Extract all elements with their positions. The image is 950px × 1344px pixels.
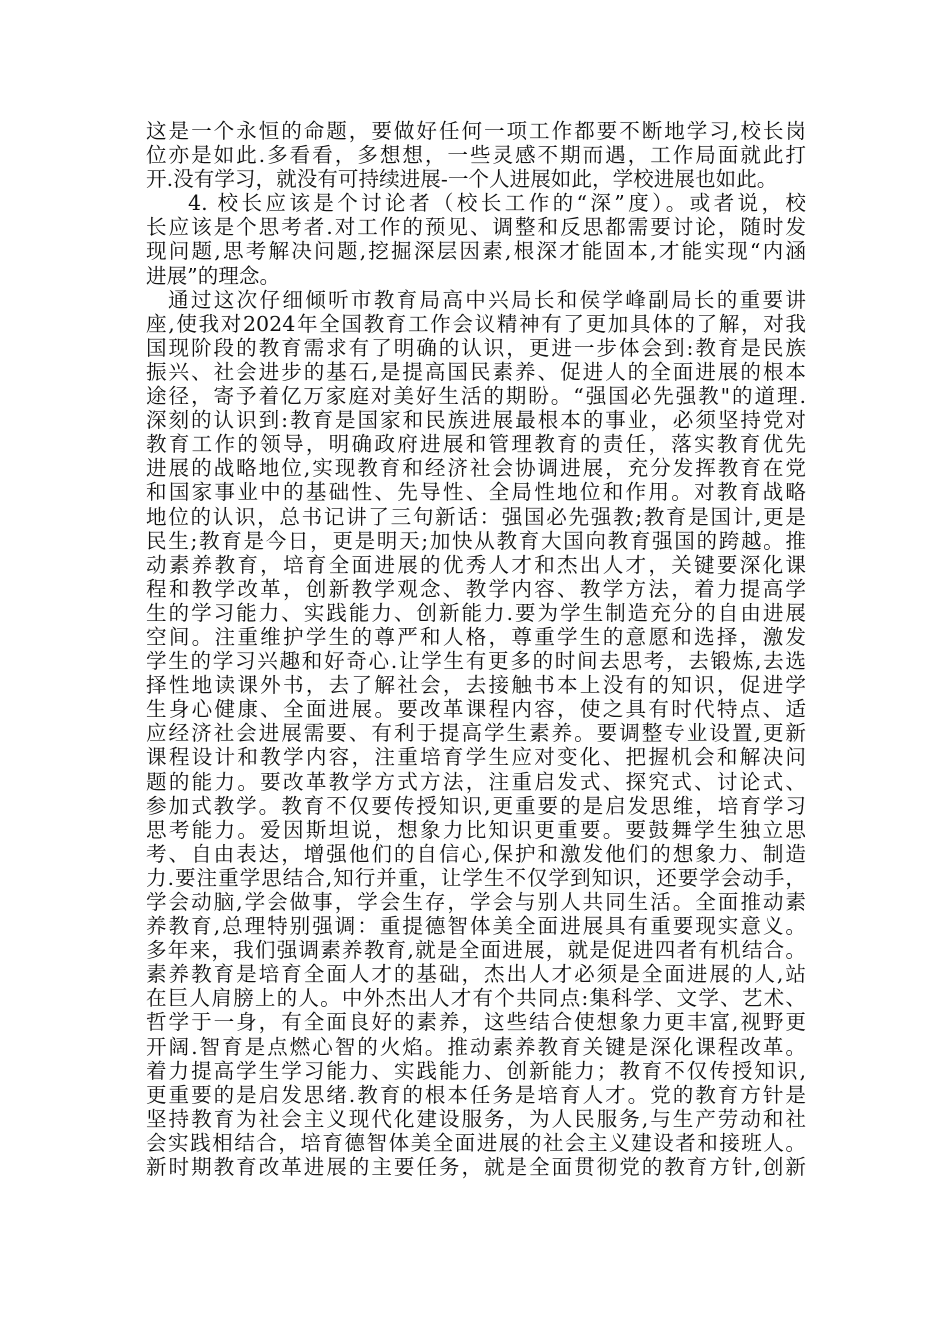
text-line: 程和教学改革，创新教学观念、教学内容、教学方法，着力提高学 bbox=[146, 576, 806, 601]
text-line: 学生的学习兴趣和好奇心.让学生有更多的时间去思考，去锻炼,去选 bbox=[146, 649, 806, 674]
text-line: 和国家事业中的基础性、先导性、全局性地位和作用。对教育战略 bbox=[146, 480, 806, 505]
text-line: 空间。注重维护学生的尊严和人格，尊重学生的意愿和选择，激发 bbox=[146, 624, 806, 649]
text-line: 更重要的是启发思绪.教育的根本任务是培育人才。党的教育方针是 bbox=[146, 1082, 806, 1107]
text-line: 振兴、社会进步的基石,是提高国民素养、促进人的全面进展的根本 bbox=[146, 359, 806, 384]
text-line: 力.要注重学思结合,知行并重，让学生不仅学到知识，还要学会动手， bbox=[146, 865, 806, 890]
text-line: 学会动脑,学会做事，学会生存，学会与别人共同生活。全面推动素 bbox=[146, 890, 806, 914]
text-line: 动素养教育，培育全面进展的优秀人才和杰出人才，关键要深化课 bbox=[146, 552, 806, 577]
text-line: 地位的认识，总书记讲了三句新话：强国必先强教;教育是国计,更是 bbox=[146, 504, 806, 529]
text-line: 途径，寄予着亿万家庭对美好生活的期盼。“强国必先强教"的道理. bbox=[146, 384, 806, 409]
text-line: 深刻的认识到:教育是国家和民族进展最根本的事业，必须坚持党对 bbox=[146, 408, 806, 433]
text-line: 新时期教育改革进展的主要任务，就是全面贯彻党的教育方针,创新 bbox=[146, 1155, 806, 1180]
text-line: 开阔.智育是点燃心智的火焰。推动素养教育关键是深化课程改革。 bbox=[146, 1034, 806, 1059]
text-line: 教育工作的领导，明确政府进展和管理教育的责任，落实教育优先 bbox=[146, 432, 806, 457]
text-line: 位亦是如此.多看看，多想想，一些灵感不期而遇，工作局面就此打 bbox=[146, 143, 806, 168]
text-line: 座,使我对2024年全国教育工作会议精神有了更加具体的了解，对我 bbox=[146, 311, 806, 336]
text-line: 多年来，我们强调素养教育,就是全面进展，就是促进四者有机结合。 bbox=[146, 938, 806, 963]
text-line: 4. 校长应该是个讨论者（校长工作的“深”度）。或者说，校 bbox=[188, 191, 806, 216]
text-line: 开.没有学习，就没有可持续进展-一个人进展如此，学校进展也如此。 bbox=[146, 167, 778, 192]
text-line: 思考能力。爱因斯坦说，想象力比知识更重要。要鼓舞学生独立思 bbox=[146, 817, 806, 842]
text-line: 现问题,思考解决问题,挖掘深层因素,根深才能固本,才能实现“内涵 bbox=[146, 239, 806, 264]
text-line: 坚持教育为社会主义现代化建设服务，为人民服务,与生产劳动和社 bbox=[146, 1106, 806, 1131]
document-body bbox=[146, 119, 806, 1179]
text-line: 哲学于一身，有全面良好的素养，这些结合使想象力更丰富,视野更 bbox=[146, 1010, 806, 1035]
text-line: 着力提高学生学习能力、实践能力、创新能力；教育不仅传授知识, bbox=[146, 1058, 806, 1083]
text-line: 这是一个永恒的命题，要做好任何一项工作都要不断地学习,校长岗 bbox=[146, 119, 806, 143]
text-line: 课程设计和教学内容，注重培育学生应对变化、把握机会和解决问 bbox=[146, 745, 806, 770]
text-line: 应经济社会进展需要、有利于提高学生素养。要调整专业设置,更新 bbox=[146, 721, 806, 746]
text-line: 择性地读课外书，去了解社会，去接触书本上没有的知识，促进学 bbox=[146, 673, 806, 698]
text-line: 生身心健康、全面进展。要改革课程内容，使之具有时代特点、适 bbox=[146, 697, 806, 722]
text-line: 长应该是个思考者.对工作的预见、调整和反思都需要讨论，随时发 bbox=[146, 215, 806, 240]
paragraph-principal-researcher bbox=[146, 191, 806, 287]
text-line: 国现阶段的教育需求有了明确的认识，更进一步体会到:教育是民族 bbox=[146, 335, 806, 360]
text-line: 素养教育是培育全面人才的基础，杰出人才必须是全面进展的人,站 bbox=[146, 962, 806, 987]
text-line: 考、自由表达，增强他们的自信心,保护和激发他们的想象力、制造 bbox=[146, 841, 806, 866]
text-line: 通过这次仔细倾听市教育局高中兴局长和侯学峰副局长的重要讲 bbox=[168, 287, 806, 312]
text-line: 进展的战略地位,实现教育和经济社会协调进展，充分发挥教育在党 bbox=[146, 456, 806, 481]
text-line: 题的能力。要改革教学方式方法，注重启发式、探究式、讨论式、 bbox=[146, 769, 806, 794]
paragraph-learning bbox=[146, 119, 806, 191]
text-line: 参加式教学。教育不仅要传授知识,更重要的是启发思维，培育学习 bbox=[146, 793, 806, 818]
text-line: 养教育,总理特别强调：重提德智体美全面进展具有重要现实意义。 bbox=[146, 914, 806, 939]
paragraph-lecture-reflection bbox=[146, 288, 806, 1179]
text-line: 会实践相结合，培育德智体美全面进展的社会主义建设者和接班人。 bbox=[146, 1130, 806, 1155]
text-line: 在巨人肩膀上的人。中外杰出人才有个共同点:集科学、文学、艺术、 bbox=[146, 986, 806, 1011]
text-line: 进展”的理念。 bbox=[146, 263, 281, 288]
text-line: 生的学习能力、实践能力、创新能力.要为学生制造充分的自由进展 bbox=[146, 600, 806, 625]
text-line: 民生;教育是今日，更是明天;加快从教育大国向教育强国的跨越。推 bbox=[146, 528, 806, 553]
